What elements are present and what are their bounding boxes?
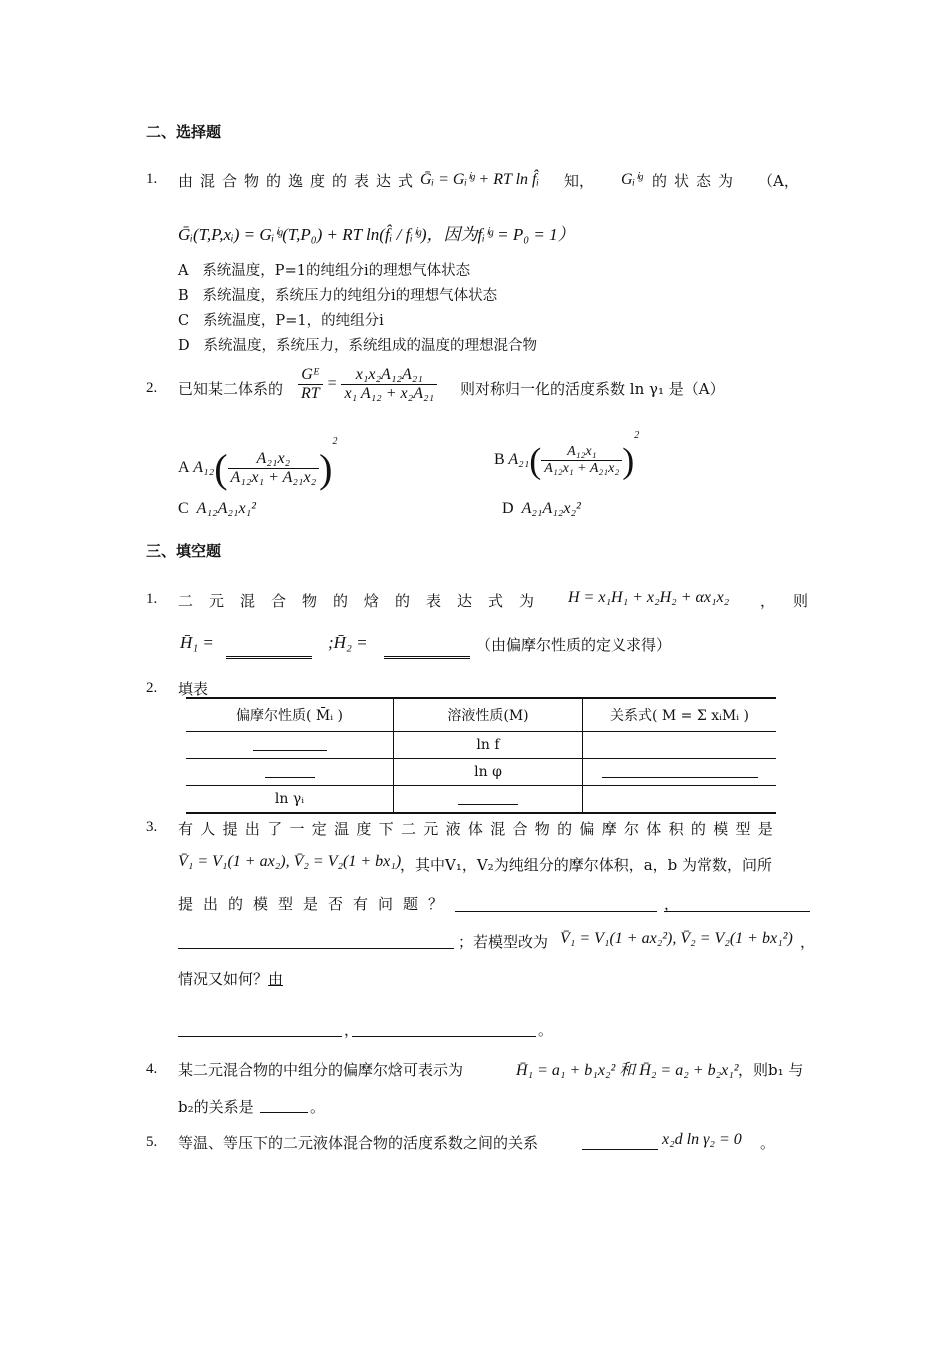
question-number: 2.	[146, 680, 158, 696]
formula: H = x₁H₁ + x₂H₂ + αx₁x₂	[568, 589, 730, 606]
option-d: D A₂₁A₁₂x₂²	[502, 500, 581, 517]
question-text: 的状态为	[652, 172, 741, 190]
question-text: 二元混合物的焓的表达式为	[178, 592, 551, 610]
answer-blank[interactable]	[352, 1020, 536, 1037]
formula-line: Ḡᵢ(T,P,xᵢ) = Gᵢⁱᵍ(T,P₀) + RT ln(f̂ᵢ / fᵢⁱᵍ)，因为fᵢⁱᵍ = P₀ = 1）	[178, 225, 575, 244]
question-text: ，	[800, 933, 816, 951]
answer-blank[interactable]	[178, 932, 454, 949]
option-d: D 系统温度，系统压力，系统组成的温度的理想混合物	[178, 338, 537, 354]
question-text: ；若模型改为	[458, 933, 549, 951]
table-header: 关系式( M = Σ xᵢMᵢ )	[583, 698, 777, 732]
h2-label: ;H̄₂ =	[328, 633, 368, 652]
option-b: B A₂₁( $\frac{\text{A₁₂x₁}}{\text{A₁₂x₁ + A₂₁x₂}}$ )$^2$	[494, 430, 640, 481]
question-number: 5.	[146, 1134, 158, 1150]
section-title-fill: 三、填空题	[146, 542, 222, 560]
table-cell[interactable]	[186, 732, 394, 759]
question-text: ，则b₁ 与	[738, 1061, 804, 1079]
question-number: 1.	[146, 591, 158, 607]
table-cell[interactable]	[583, 786, 777, 814]
answer-blank[interactable]	[582, 1133, 658, 1150]
option-b: B 系统温度，系统压力的纯组分i的理想气体状态	[178, 288, 498, 304]
table-cell: ln f	[394, 732, 583, 759]
table-header: 溶液性质(M)	[394, 698, 583, 732]
formula: Ḡᵢ = Gᵢⁱᵍ + RT ln f̂ᵢ	[420, 171, 539, 188]
comma: ，	[664, 895, 680, 913]
table-cell[interactable]	[394, 786, 583, 814]
question-number: 4.	[146, 1061, 158, 1077]
question-text: ，则	[760, 592, 827, 610]
question-text: ，其中V₁，V₂为纯组分的摩尔体积，a，b 为常数，问所	[400, 856, 773, 874]
question-text: 提出的模型是否有问题？	[178, 895, 454, 913]
formula: x₂d ln γ₂ = 0	[662, 1131, 742, 1148]
question-text: 由混合物的逸度的表达式	[178, 172, 421, 190]
formula: V̄₁ = V₁(1 + ax₂), V̄₂ = V₂(1 + bx₁)	[178, 853, 402, 870]
table-header: 偏摩尔性质( M̄ᵢ )	[186, 698, 394, 732]
option-a: A A₁₂( $\frac{\text{A₂₁x₂}}{\text{A₁₂x₁ + A₂₁x₂}}$ )$^2$	[178, 436, 338, 491]
formula: H̄₁ = a₁ + b₁x₂² 和 H̄₂ = a₂ + b₂x₁²	[516, 1062, 739, 1079]
question-text: 某二元混合物的中组分的偏摩尔焓可表示为	[178, 1061, 464, 1079]
option-c: C 系统温度，P=1，的纯组分i	[178, 313, 384, 329]
question-text: 已知某二体系的	[178, 380, 284, 398]
question-number: 3.	[146, 819, 158, 835]
frac-gert: $\frac{\text{Gᴱ}}{RT}$ = $\frac{\text{x₁x₂A₁₂A₂₁}}{\text{x₁ A₁₂ + x₂A₂₁}}$	[298, 366, 437, 403]
question-text: 则对称归一化的活度系数 ln γ₁ 是（A）	[460, 380, 725, 398]
question-text: 等温、等压下的二元液体混合物的活度系数之间的关系	[178, 1134, 539, 1152]
question-text: 知，	[564, 172, 595, 190]
option-c: C A₁₂A₂₁x₁²	[178, 500, 256, 517]
table-cell: ln γᵢ	[186, 786, 394, 814]
answer-blank[interactable]	[455, 895, 657, 912]
question-text: 有人提出了一定温度下二元液体混合物的偏摩尔体积的模型是	[178, 820, 781, 838]
answer-blank[interactable]	[178, 1020, 342, 1037]
option-a: A 系统温度，P=1的纯组分i的理想气体状态	[178, 263, 471, 279]
question-number: 2.	[146, 380, 158, 396]
fill-table	[186, 697, 776, 814]
question-text: b₂的关系是	[178, 1098, 254, 1116]
formula: Gᵢⁱᵍ	[621, 171, 643, 188]
question-number: 1.	[146, 171, 158, 187]
h1-blank[interactable]	[226, 640, 312, 659]
answer-blank[interactable]	[664, 895, 810, 912]
period: 。	[538, 1021, 554, 1039]
h1-label: H̄₁ =	[180, 633, 214, 652]
table-cell[interactable]	[583, 732, 777, 759]
period: 。	[310, 1098, 326, 1116]
table-cell[interactable]	[583, 759, 777, 786]
table-cell: ln φ	[394, 759, 583, 786]
comma: ，	[344, 1021, 360, 1039]
section-title-choice: 二、选择题	[146, 123, 222, 141]
table-cell[interactable]	[186, 759, 394, 786]
answer-blank[interactable]	[260, 1096, 308, 1113]
formula: V̄₁ = V₁(1 + ax₂²), V̄₂ = V₂(1 + bx₁²)	[560, 930, 793, 947]
question-text: 情况又如何？由	[178, 970, 284, 988]
h2-blank[interactable]	[384, 640, 470, 659]
period: 。	[760, 1134, 776, 1152]
question-text: 填表	[178, 680, 209, 698]
answer-text: （A，	[758, 172, 799, 190]
note-text: （由偏摩尔性质的定义求得）	[476, 636, 672, 654]
